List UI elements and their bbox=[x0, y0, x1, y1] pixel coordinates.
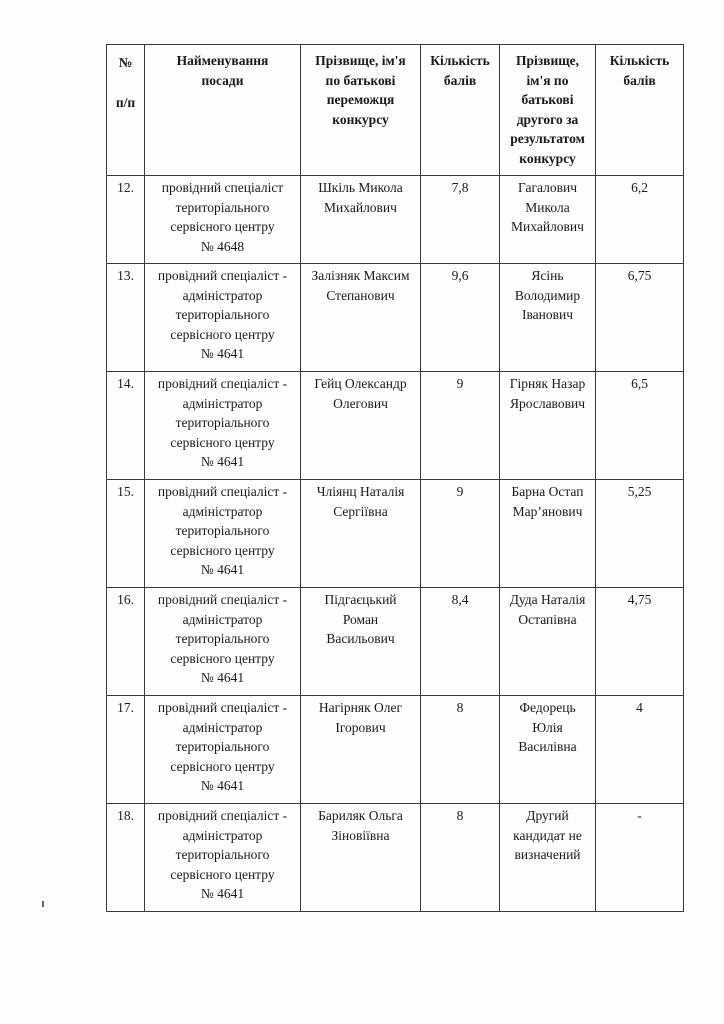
second-name-cell: Другий кандидат не визначений bbox=[500, 804, 596, 912]
position-cell: провідний спеціаліст - адміністратор територіального сервісного центру № 4641 bbox=[145, 804, 301, 912]
table-row bbox=[107, 372, 684, 480]
second-score-cell: 4,75 bbox=[596, 588, 684, 696]
winner-score-cell: 9,6 bbox=[421, 264, 500, 372]
table-row bbox=[107, 696, 684, 804]
position-cell: провідний спеціаліст територіального сервісного центру № 4648 bbox=[145, 176, 301, 264]
second-score-cell: - bbox=[596, 804, 684, 912]
second-name-cell: Дуда Наталія Остапівна bbox=[500, 588, 596, 696]
winner-name-cell: Бариляк Ольга Зіновіївна bbox=[301, 804, 421, 912]
winner-score-cell: 8,4 bbox=[421, 588, 500, 696]
row-number: 15. bbox=[107, 480, 145, 588]
second-name-cell: Гірняк Назар Ярославович bbox=[500, 372, 596, 480]
table-header-row bbox=[107, 45, 684, 176]
header-winner-score: Кількість балів bbox=[421, 45, 500, 176]
winner-name-cell: Підгаєцький Роман Васильович bbox=[301, 588, 421, 696]
table-row bbox=[107, 804, 684, 912]
second-name-cell: Барна Остап Мар’янович bbox=[500, 480, 596, 588]
second-name-cell: Федорець Юлія Василівна bbox=[500, 696, 596, 804]
row-number: 17. bbox=[107, 696, 145, 804]
row-number: 13. bbox=[107, 264, 145, 372]
winner-score-cell: 7,8 bbox=[421, 176, 500, 264]
header-winner: Прізвище, ім'я по батькові переможця конкурсу bbox=[301, 45, 421, 176]
second-score-cell: 6,2 bbox=[596, 176, 684, 264]
position-cell: провідний спеціаліст - адміністратор територіального сервісного центру № 4641 bbox=[145, 588, 301, 696]
second-score-cell: 5,25 bbox=[596, 480, 684, 588]
position-cell: провідний спеціаліст - адміністратор територіального сервісного центру № 4641 bbox=[145, 696, 301, 804]
winner-score-cell: 8 bbox=[421, 696, 500, 804]
table-row bbox=[107, 480, 684, 588]
position-cell: провідний спеціаліст - адміністратор територіального сервісного центру № 4641 bbox=[145, 372, 301, 480]
winner-name-cell: Залізняк Максим Степанович bbox=[301, 264, 421, 372]
table-row bbox=[107, 588, 684, 696]
winner-name-cell: Нагірняк Олег Ігорович bbox=[301, 696, 421, 804]
position-cell: провідний спеціаліст - адміністратор територіального сервісного центру № 4641 bbox=[145, 480, 301, 588]
second-name-cell: Ясінь Володимир Іванович bbox=[500, 264, 596, 372]
winner-score-cell: 9 bbox=[421, 480, 500, 588]
row-number: 12. bbox=[107, 176, 145, 264]
winner-name-cell: Шкіль Микола Михайлович bbox=[301, 176, 421, 264]
header-number: № п/п bbox=[107, 45, 145, 176]
winner-name-cell: Чліянц Наталія Сергіївна bbox=[301, 480, 421, 588]
table-row bbox=[107, 176, 684, 264]
header-second-place: Прізвище, ім'я по батькові другого за результатом конкурсу bbox=[500, 45, 596, 176]
row-number: 16. bbox=[107, 588, 145, 696]
winner-score-cell: 9 bbox=[421, 372, 500, 480]
winner-score-cell: 8 bbox=[421, 804, 500, 912]
second-score-cell: 6,75 bbox=[596, 264, 684, 372]
second-name-cell: Гагалович Микола Михайлович bbox=[500, 176, 596, 264]
header-position: Найменування посади bbox=[145, 45, 301, 176]
competition-results-table bbox=[106, 44, 684, 912]
table-row bbox=[107, 264, 684, 372]
second-score-cell: 6,5 bbox=[596, 372, 684, 480]
row-number: 14. bbox=[107, 372, 145, 480]
row-number: 18. bbox=[107, 804, 145, 912]
position-cell: провідний спеціаліст - адміністратор територіального сервісного центру № 4641 bbox=[145, 264, 301, 372]
scan-speck bbox=[42, 901, 44, 907]
second-score-cell: 4 bbox=[596, 696, 684, 804]
winner-name-cell: Гейц Олександр Олегович bbox=[301, 372, 421, 480]
header-second-score: Кількість балів bbox=[596, 45, 684, 176]
